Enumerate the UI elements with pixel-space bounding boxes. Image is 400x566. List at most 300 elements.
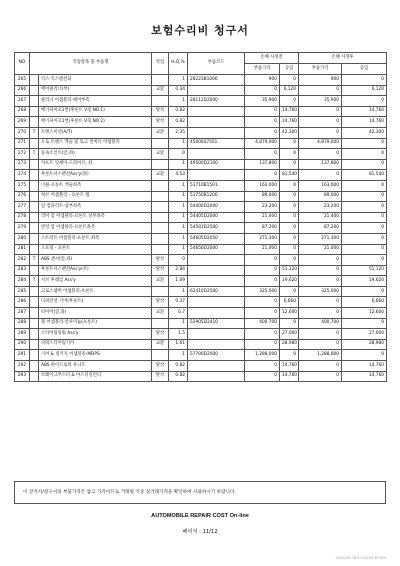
row-parts-after: 21,000 bbox=[299, 244, 342, 255]
table-row bbox=[15, 170, 387, 181]
row-no: 288 bbox=[15, 318, 30, 329]
row-parts-before: 163,000 bbox=[245, 180, 280, 191]
row-hq: 1 bbox=[169, 212, 188, 223]
row-mark bbox=[30, 308, 39, 319]
row-hq: 1.61 bbox=[169, 339, 188, 350]
row-parts-before: 0 bbox=[245, 149, 280, 160]
row-parts-before: 137,800 bbox=[245, 159, 280, 170]
print-timestamp: 2020-05-18 11:22:04 KT180 bbox=[335, 556, 386, 560]
row-mark: T bbox=[30, 255, 39, 266]
row-parts-after: 0 bbox=[299, 276, 342, 287]
row-hq: 1 bbox=[169, 191, 188, 202]
row-parts-after: 900 bbox=[299, 75, 342, 86]
row-no: 276 bbox=[15, 191, 30, 202]
row-labor-before: 0 bbox=[280, 191, 299, 202]
row-parts-before: 0 bbox=[245, 339, 280, 350]
row-parts-before: 900 bbox=[245, 75, 280, 86]
row-parts-after: 0 bbox=[299, 329, 342, 340]
row-mark bbox=[30, 138, 39, 149]
row-labor-after: 0 bbox=[342, 350, 387, 361]
row-labor-before: 0 bbox=[280, 212, 299, 223]
row-hq: 1 bbox=[169, 96, 188, 107]
row-code: 52905D2410 bbox=[188, 318, 245, 329]
row-hq: 0.34 bbox=[169, 85, 188, 96]
row-labor-before: 19,620 bbox=[280, 276, 299, 287]
row-labor-after: 42,300 bbox=[342, 127, 387, 138]
row-job bbox=[152, 212, 169, 223]
row-labor-before: 0 bbox=[280, 149, 299, 160]
row-parts-after: 400,700 bbox=[299, 318, 342, 329]
row-code: 4500047501 bbox=[188, 138, 245, 149]
row-labor-before: 51,120 bbox=[280, 265, 299, 276]
row-code bbox=[188, 127, 245, 138]
row-parts-after: 0 bbox=[299, 308, 342, 319]
row-mark bbox=[30, 371, 39, 382]
row-code: 51750B1200 bbox=[188, 191, 245, 202]
row-labor-before: 0 bbox=[280, 159, 299, 170]
row-mark bbox=[30, 202, 39, 213]
row-job bbox=[152, 350, 169, 361]
row-labor-before: 0 bbox=[280, 286, 299, 297]
row-no: 268 bbox=[15, 106, 30, 117]
row-parts-after: 0 bbox=[299, 149, 342, 160]
row-parts-after: 0 bbox=[299, 339, 342, 350]
row-labor-before: 12,600 bbox=[280, 308, 299, 319]
row-parts-before: 0 bbox=[245, 85, 280, 96]
row-labor-before: 6,660 bbox=[280, 297, 299, 308]
row-code: 54501D2500 bbox=[188, 223, 245, 234]
row-item: 클리너 어셈블리-에어부측 bbox=[39, 96, 152, 107]
row-mark bbox=[30, 191, 39, 202]
row-mark: T bbox=[30, 276, 39, 287]
row-job bbox=[152, 244, 169, 255]
row-parts-after: 137,800 bbox=[299, 159, 342, 170]
row-mark: T bbox=[30, 127, 39, 138]
row-no: 290 bbox=[15, 339, 30, 350]
row-no: 274 bbox=[15, 170, 30, 181]
row-code bbox=[188, 106, 245, 117]
row-hq: 0.7 bbox=[169, 308, 188, 319]
row-job bbox=[152, 286, 169, 297]
row-mark bbox=[30, 159, 39, 170]
row-no: 285 bbox=[15, 286, 30, 297]
row-no: 292 bbox=[15, 361, 30, 372]
row-hq: 0 bbox=[169, 149, 188, 160]
row-job: 교환 bbox=[152, 339, 169, 350]
footer-title: AUTOMOBILE REPAIR COST On-line bbox=[151, 513, 249, 519]
row-labor-after: 0 bbox=[342, 212, 387, 223]
row-code bbox=[188, 170, 245, 181]
row-hq: 0.82 bbox=[169, 361, 188, 372]
row-no: 278 bbox=[15, 212, 30, 223]
row-parts-before: 89,000 bbox=[245, 191, 280, 202]
row-parts-before: 0 bbox=[245, 297, 280, 308]
row-labor-after: 51,120 bbox=[342, 265, 387, 276]
row-parts-after: 0 bbox=[299, 255, 342, 266]
page-title: 보험수리비 청구서 bbox=[151, 24, 249, 37]
row-parts-before: 21,400 bbox=[245, 212, 280, 223]
row-labor-before: 14,760 bbox=[280, 371, 299, 382]
row-item: 너클-프론트 액슬좌측 bbox=[39, 180, 152, 191]
col-parts-price-after: 부품가격 bbox=[299, 64, 342, 75]
row-parts-after: 0 bbox=[299, 127, 342, 138]
row-hq: 1 bbox=[169, 202, 188, 213]
col-parts-price-before: 부품가격 bbox=[245, 64, 280, 75]
row-item: 서브 후레임 Ass'y bbox=[39, 276, 152, 287]
row-job: 교환 bbox=[152, 149, 169, 160]
row-labor-after: 0 bbox=[342, 180, 387, 191]
row-labor-after: 0 bbox=[342, 318, 387, 329]
row-item: 배기파이프1번(후론트 V형 NO.1) bbox=[39, 106, 152, 117]
row-parts-after: 0 bbox=[299, 106, 342, 117]
table-row bbox=[15, 339, 387, 350]
row-parts-after: 1,288,000 bbox=[299, 350, 342, 361]
row-labor-before: 14,760 bbox=[280, 106, 299, 117]
row-no: 275 bbox=[15, 180, 30, 191]
col-item: 작업항목 및 부품명 bbox=[30, 53, 152, 75]
row-parts-after: 89,000 bbox=[299, 191, 342, 202]
table-row bbox=[15, 244, 387, 255]
row-labor-before: 0 bbox=[280, 318, 299, 329]
table-row bbox=[15, 276, 387, 287]
row-mark bbox=[30, 233, 39, 244]
row-parts-after: 21,400 bbox=[299, 212, 342, 223]
row-item: 디퍼런셜 기어(후론트) bbox=[39, 297, 152, 308]
row-job: 탈착 bbox=[152, 117, 169, 128]
row-parts-before: 4,879,000 bbox=[245, 138, 280, 149]
row-code bbox=[188, 371, 245, 382]
col-no: NO bbox=[15, 53, 30, 75]
row-parts-before: 0 bbox=[245, 106, 280, 117]
table-row bbox=[15, 117, 387, 128]
row-no: 289 bbox=[15, 329, 30, 340]
row-no: 269 bbox=[15, 117, 30, 128]
table-row bbox=[15, 361, 387, 372]
row-mark bbox=[30, 244, 39, 255]
row-mark bbox=[30, 170, 39, 181]
row-mark bbox=[30, 350, 39, 361]
row-hq: 1 bbox=[169, 318, 188, 329]
row-no: 266 bbox=[15, 85, 30, 96]
row-labor-after: 0 bbox=[342, 138, 387, 149]
row-hq: 1 bbox=[169, 286, 188, 297]
row-code: 54605D2050 bbox=[188, 233, 245, 244]
row-hq: 1 bbox=[169, 138, 188, 149]
row-item: ABS 하이드로릭 유니트 bbox=[39, 361, 152, 372]
group-before: 손해 사정전 bbox=[245, 53, 299, 64]
row-no: 267 bbox=[15, 96, 30, 107]
row-code: 57700D2000 bbox=[188, 350, 245, 361]
row-labor-before: 0 bbox=[280, 223, 299, 234]
row-parts-before: 1,288,000 bbox=[245, 350, 280, 361]
row-labor-before: 0 bbox=[280, 202, 299, 213]
row-labor-after: 19,620 bbox=[342, 276, 387, 287]
row-job: 탈착 bbox=[152, 255, 169, 266]
row-labor-after: 14,760 bbox=[342, 361, 387, 372]
row-no: 272 bbox=[15, 149, 30, 160]
row-no: 286 bbox=[15, 297, 30, 308]
table-row bbox=[15, 233, 387, 244]
price-notice: 이 견적서/청구서의 부품가격은 참고 가격이므로 거래될 기준 실거래가격을 확인하여 사용하시기 바랍니다. bbox=[14, 481, 386, 504]
row-job: 탈착 bbox=[152, 361, 169, 372]
col-code: 부품코드 bbox=[188, 53, 245, 75]
table-row bbox=[15, 127, 387, 138]
row-item: 샤프트 잇세이-드라이브, 좌 bbox=[39, 159, 152, 170]
row-parts-before: 35,900 bbox=[245, 96, 280, 107]
row-item: 후론트서스펜션Ass'y(좌) bbox=[39, 170, 152, 181]
row-job: 교환 bbox=[152, 85, 169, 96]
row-hq: 2.84 bbox=[169, 265, 188, 276]
row-no: 280 bbox=[15, 233, 30, 244]
row-labor-after: 0 bbox=[342, 159, 387, 170]
row-code: 28223B1000 bbox=[188, 75, 245, 86]
row-mark bbox=[30, 96, 39, 107]
table-row bbox=[15, 202, 387, 213]
row-mark bbox=[30, 361, 39, 372]
row-hq: 1.5 bbox=[169, 329, 188, 340]
row-job bbox=[152, 138, 169, 149]
row-labor-after: 28,980 bbox=[342, 339, 387, 350]
row-labor-before: 27,000 bbox=[280, 329, 299, 340]
row-labor-after: 12,600 bbox=[342, 308, 387, 319]
row-parts-before: 325,000 bbox=[245, 286, 280, 297]
row-job: 교환 bbox=[152, 170, 169, 181]
row-labor-before: 6,120 bbox=[280, 85, 299, 96]
row-item: 스프링 - 프론트 bbox=[39, 244, 152, 255]
row-item: 트랜스미션(A/T) bbox=[39, 127, 152, 138]
row-item: 기어 & 링키지 어셈블리-MDPS bbox=[39, 350, 152, 361]
row-item: 후론트서스펜션Ass'y(우) bbox=[39, 265, 152, 276]
row-code: 54400D2000 bbox=[188, 202, 245, 213]
row-labor-after: 0 bbox=[342, 255, 387, 266]
row-item: 반연 암 어셈블리-프론트좌측 bbox=[39, 223, 152, 234]
row-item: 파워스티어링기어 bbox=[39, 339, 152, 350]
table-row bbox=[15, 96, 387, 107]
col-job: 작업 bbox=[152, 53, 169, 75]
row-job bbox=[152, 223, 169, 234]
row-mark: T bbox=[30, 149, 39, 160]
row-mark bbox=[30, 75, 39, 86]
row-labor-before: 0 bbox=[280, 244, 299, 255]
row-parts-before: 23,200 bbox=[245, 202, 280, 213]
row-code bbox=[188, 308, 245, 319]
col-labor-after: 공임 bbox=[342, 64, 387, 75]
row-code bbox=[188, 339, 245, 350]
row-code bbox=[188, 255, 245, 266]
table-row bbox=[15, 191, 387, 202]
row-labor-before: 81,540 bbox=[280, 170, 299, 181]
row-mark bbox=[30, 106, 39, 117]
table-row bbox=[15, 350, 387, 361]
table-row bbox=[15, 85, 387, 96]
row-job bbox=[152, 318, 169, 329]
row-labor-after: 81,540 bbox=[342, 170, 387, 181]
row-parts-after: 4,879,000 bbox=[299, 138, 342, 149]
row-hq: 0.37 bbox=[169, 297, 188, 308]
row-job bbox=[152, 202, 169, 213]
row-item: 익스·익스텐션화 bbox=[39, 75, 152, 86]
row-code bbox=[188, 329, 245, 340]
row-parts-before: 0 bbox=[245, 371, 280, 382]
row-hq: 0 bbox=[169, 255, 188, 266]
col-hq: H,Q,% bbox=[169, 53, 188, 75]
row-labor-after: 0 bbox=[342, 75, 387, 86]
row-parts-after: 35,900 bbox=[299, 96, 342, 107]
row-code: 51710B1501 bbox=[188, 180, 245, 191]
row-parts-before: 21,000 bbox=[245, 244, 280, 255]
row-parts-before: 0 bbox=[245, 255, 280, 266]
row-labor-before: 0 bbox=[280, 138, 299, 149]
row-parts-before: 0 bbox=[245, 276, 280, 287]
row-labor-after: 14,760 bbox=[342, 371, 387, 382]
row-labor-after: 0 bbox=[342, 223, 387, 234]
row-labor-before: 0 bbox=[280, 96, 299, 107]
row-item: ABS 센서(앞,좌) bbox=[39, 255, 152, 266]
row-labor-before: 0 bbox=[280, 255, 299, 266]
claim-table bbox=[14, 52, 387, 382]
row-item: 브레이크부스터 & 마스터실린더 bbox=[39, 371, 152, 382]
row-code: 28112D2000 bbox=[188, 96, 245, 107]
row-no: 271 bbox=[15, 138, 30, 149]
row-item: 휠 어셈블리-알루미늄(프론트) bbox=[39, 318, 152, 329]
row-mark bbox=[30, 117, 39, 128]
row-mark bbox=[30, 339, 39, 350]
row-parts-after: 0 bbox=[299, 85, 342, 96]
row-hq: 1 bbox=[169, 75, 188, 86]
row-hq: 1 bbox=[169, 244, 188, 255]
row-item: 크로스멤버 어셈블리-프론트 bbox=[39, 286, 152, 297]
row-labor-after: 6,120 bbox=[342, 85, 387, 96]
table-row bbox=[15, 149, 387, 160]
row-labor-before: 14,760 bbox=[280, 361, 299, 372]
row-labor-after: 0 bbox=[342, 233, 387, 244]
row-hq: 0.82 bbox=[169, 371, 188, 382]
row-item: 등속조인트(앞,좌) bbox=[39, 149, 152, 160]
row-hq: 1 bbox=[169, 180, 188, 191]
row-item: 리어 암 어셈블리-프론트 상부좌측 bbox=[39, 212, 152, 223]
table-row bbox=[15, 286, 387, 297]
row-labor-before: 28,980 bbox=[280, 339, 299, 350]
row-parts-after: 0 bbox=[299, 170, 342, 181]
row-labor-before: 14,760 bbox=[280, 117, 299, 128]
row-parts-before: 0 bbox=[245, 170, 280, 181]
row-item: 스티어링링휠 Ass'y bbox=[39, 329, 152, 340]
table-row bbox=[15, 212, 387, 223]
row-labor-after: 14,760 bbox=[342, 117, 387, 128]
row-parts-after: 0 bbox=[299, 117, 342, 128]
row-hq: 1.09 bbox=[169, 276, 188, 287]
row-item: 에어클리너(부) bbox=[39, 85, 152, 96]
row-job bbox=[152, 180, 169, 191]
row-no: 291 bbox=[15, 350, 30, 361]
row-parts-before: 0 bbox=[245, 329, 280, 340]
row-job bbox=[152, 159, 169, 170]
row-mark bbox=[30, 212, 39, 223]
table-row bbox=[15, 75, 387, 86]
row-labor-after: 14,760 bbox=[342, 106, 387, 117]
row-labor-after: 0 bbox=[342, 244, 387, 255]
row-code bbox=[188, 85, 245, 96]
row-code bbox=[188, 149, 245, 160]
row-parts-before: 271,300 bbox=[245, 233, 280, 244]
group-after: 손해 사정후 bbox=[299, 53, 387, 64]
row-labor-after: 0 bbox=[342, 191, 387, 202]
row-hq: 1 bbox=[169, 223, 188, 234]
row-hq: 1 bbox=[169, 350, 188, 361]
row-hq: 0.82 bbox=[169, 117, 188, 128]
row-parts-before: 0 bbox=[245, 117, 280, 128]
row-job bbox=[152, 233, 169, 244]
row-labor-after: 6,660 bbox=[342, 297, 387, 308]
row-item: 스트러트 어셈블리-프론트 좌측 bbox=[39, 233, 152, 244]
row-labor-before: 42,300 bbox=[280, 127, 299, 138]
row-labor-after: 0 bbox=[342, 96, 387, 107]
row-labor-after: 27,000 bbox=[342, 329, 387, 340]
table-row bbox=[15, 265, 387, 276]
row-parts-after: 325,000 bbox=[299, 286, 342, 297]
row-job: 탈착 bbox=[152, 371, 169, 382]
row-no: 287 bbox=[15, 308, 30, 319]
row-no: 282 bbox=[15, 255, 30, 266]
row-mark bbox=[30, 297, 39, 308]
row-no: 279 bbox=[15, 223, 30, 234]
row-mark bbox=[30, 286, 39, 297]
row-item: 오토 트랜스 액슬 및 토크 컨버터 어셈블리 bbox=[39, 138, 152, 149]
row-code bbox=[188, 361, 245, 372]
page-number: 페이지 : 11/12 bbox=[182, 529, 218, 535]
row-item: 암 컴플리트-상부좌측 bbox=[39, 202, 152, 213]
row-parts-before: 0 bbox=[245, 127, 280, 138]
row-job: 교환 bbox=[152, 276, 169, 287]
table-row bbox=[15, 106, 387, 117]
row-parts-after: 271,300 bbox=[299, 233, 342, 244]
row-no: 281 bbox=[15, 244, 30, 255]
row-job: 탈착 bbox=[152, 265, 169, 276]
row-parts-before: 400,700 bbox=[245, 318, 280, 329]
row-job bbox=[152, 75, 169, 86]
table-row bbox=[15, 308, 387, 319]
row-no: 277 bbox=[15, 202, 30, 213]
row-job: 탈착 bbox=[152, 106, 169, 117]
table-row bbox=[15, 318, 387, 329]
table-row bbox=[15, 138, 387, 149]
table-row bbox=[15, 297, 387, 308]
row-parts-before: 0 bbox=[245, 308, 280, 319]
row-parts-after: 163,000 bbox=[299, 180, 342, 191]
row-job bbox=[152, 96, 169, 107]
row-code: 49500D2100 bbox=[188, 159, 245, 170]
row-code bbox=[188, 265, 245, 276]
row-parts-before: 0 bbox=[245, 361, 280, 372]
row-code bbox=[188, 117, 245, 128]
row-no: 265 bbox=[15, 75, 30, 86]
row-parts-after: 0 bbox=[299, 265, 342, 276]
row-code bbox=[188, 276, 245, 287]
row-item: 타이어(앞,좌) bbox=[39, 308, 152, 319]
row-mark bbox=[30, 85, 39, 96]
row-job: 교환 bbox=[152, 308, 169, 319]
row-code: 54650D2000 bbox=[188, 244, 245, 255]
row-labor-after: 0 bbox=[342, 202, 387, 213]
row-mark bbox=[30, 318, 39, 329]
row-labor-before: 0 bbox=[280, 75, 299, 86]
row-hq: 1 bbox=[169, 159, 188, 170]
row-code: 54405D2000 bbox=[188, 212, 245, 223]
row-no: 283 bbox=[15, 265, 30, 276]
row-parts-before: 87,200 bbox=[245, 223, 280, 234]
row-labor-after: 0 bbox=[342, 149, 387, 160]
row-code: 62410D2500 bbox=[188, 286, 245, 297]
